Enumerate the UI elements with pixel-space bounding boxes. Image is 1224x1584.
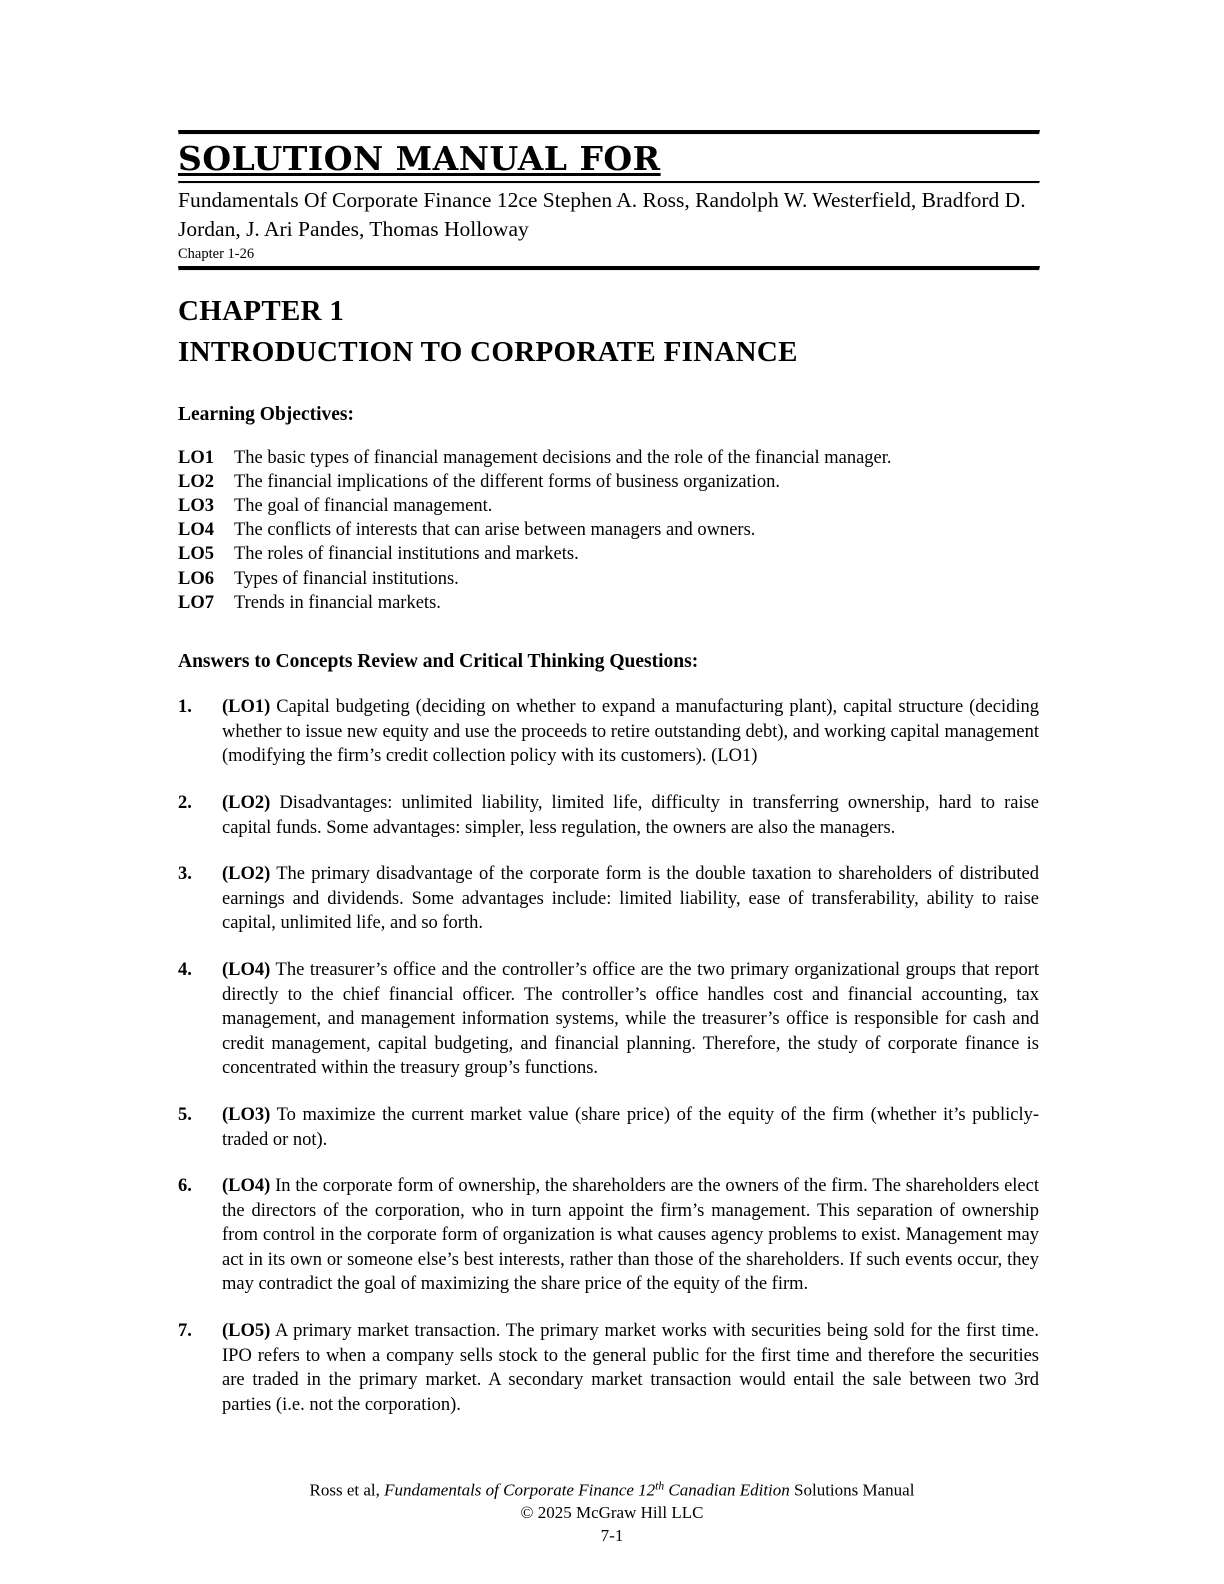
document-subtitle: Fundamentals Of Corporate Finance 12ce Stephen A. Ross, Randolph W. Westerfield, Bradford D. Jordan, J. Ari Pandes, Thomas Holloway — [178, 188, 1026, 242]
answer-lo-ref: (LO4) — [222, 959, 271, 980]
answer-item — [178, 958, 1039, 1081]
lo-tag: LO6 — [178, 568, 214, 589]
list-item — [178, 542, 1039, 566]
top-divider — [178, 130, 1040, 135]
answer-item — [178, 791, 1039, 840]
footer-page-number: 7-1 — [600, 1526, 624, 1546]
answer-item — [178, 1174, 1039, 1297]
answer-text: The treasurer’s office and the controller’s office are the two primary organizational groups that report directly to the chief financial officer. The controller’s office handles cost and financial accounting, tax management, and management information systems, while the treasurer’s office is responsible for cash and credit management, capital budgeting, and financial planning. Therefore, the study of corporate finance is concentrated within the treasury group’s functions. — [222, 959, 1039, 1079]
answer-lo-ref: (LO2) — [222, 792, 271, 813]
lo-tag: LO2 — [178, 471, 214, 492]
chapter-title: INTRODUCTION TO CORPORATE FINANCE — [178, 336, 798, 369]
chapter-range-label: Chapter 1-26 — [178, 246, 255, 263]
answer-lo-ref: (LO4) — [222, 1176, 271, 1197]
footer-book-title: Fundamentals of Corporate Finance 12 — [384, 1480, 656, 1500]
footer-suffix: Solutions Manual — [789, 1480, 915, 1500]
answer-lo-ref: (LO2) — [222, 864, 271, 885]
list-item — [178, 518, 1039, 542]
answer-item — [178, 1103, 1039, 1152]
lo-text: Trends in financial markets. — [234, 592, 441, 613]
lo-text: Types of financial institutions. — [234, 568, 459, 589]
answers-list — [178, 695, 1039, 1417]
answer-lo-ref: (LO1) — [222, 697, 271, 718]
list-item — [178, 591, 1039, 615]
header-bottom-divider — [178, 266, 1040, 271]
lo-tag: LO5 — [178, 544, 214, 565]
answer-text: Capital budgeting (deciding on whether to expand a manufacturing plant), capital structure (deciding whether to issue new equity and use the proceeds to retire outstanding debt), and working capital management (modifying the firm’s credit collection policy with its customers). (LO1) — [222, 697, 1039, 767]
answer-body — [222, 1319, 1039, 1417]
answer-number: 2. — [178, 792, 192, 813]
answer-item — [178, 862, 1039, 936]
answer-body — [222, 1174, 1039, 1297]
footer-line-1 — [0, 1478, 1224, 1502]
answer-text: A primary market transaction. The primary market works with securities being sold for the first time. IPO refers to when a company sells stock to the general public for the first time and therefore the securities are traded in the primary market. A secondary market transaction would entail the sale between two 3rd parties (i.e. not the corporation). — [222, 1321, 1039, 1415]
answer-number: 3. — [178, 864, 192, 885]
list-item — [178, 494, 1039, 518]
lo-tag: LO1 — [178, 447, 214, 468]
list-item — [178, 446, 1039, 470]
lo-text: The goal of financial management. — [234, 496, 493, 517]
list-item — [178, 470, 1039, 494]
answer-item — [178, 695, 1039, 769]
lo-tag: LO3 — [178, 496, 214, 517]
lo-text: The basic types of financial management decisions and the role of the financial manager. — [234, 447, 892, 468]
answer-number: 1. — [178, 697, 192, 718]
lo-tag: LO4 — [178, 520, 214, 541]
learning-objectives-heading: Learning Objectives: — [178, 403, 355, 425]
banner-divider — [178, 181, 1040, 184]
footer-prefix: Ross et al, — [309, 1480, 385, 1500]
learning-objectives-list — [178, 446, 1039, 616]
lo-text: The roles of financial institutions and markets. — [234, 544, 579, 565]
footer-copyright: © 2025 McGraw Hill LLC — [520, 1503, 704, 1523]
document-banner-title: SOLUTION MANUAL FOR — [178, 139, 661, 178]
lo-tag: LO7 — [178, 592, 214, 613]
answer-lo-ref: (LO5) — [222, 1321, 271, 1342]
answer-item — [178, 1319, 1039, 1417]
answer-text: The primary disadvantage of the corporate form is the double taxation to shareholders of distributed earnings and dividends. Some advantages include: limited liability, ease of transferability, ability to raise capital, unlimited life, and so forth. — [222, 864, 1039, 934]
answer-lo-ref: (LO3) — [222, 1104, 271, 1125]
answer-text: Disadvantages: unlimited liability, limited life, difficulty in transferring ownership, hard to raise capital funds. Some advantages: simpler, less regulation, the owners are also the managers. — [222, 792, 1039, 838]
footer-edition: Canadian Edition — [664, 1480, 790, 1500]
answer-text: To maximize the current market value (share price) of the equity of the firm (whether it’s publicly-traded or not). — [222, 1104, 1039, 1150]
lo-text: The financial implications of the different forms of business organization. — [234, 471, 780, 492]
answer-number: 5. — [178, 1104, 192, 1125]
answer-number: 4. — [178, 959, 192, 980]
answer-number: 7. — [178, 1321, 192, 1342]
answer-body — [222, 791, 1039, 840]
answer-body — [222, 862, 1039, 936]
lo-text: The conflicts of interests that can arise between managers and owners. — [234, 520, 756, 541]
answer-body — [222, 958, 1039, 1081]
chapter-number: CHAPTER 1 — [178, 295, 345, 328]
footer-edition-sup: th — [655, 1479, 665, 1493]
answers-heading: Answers to Concepts Review and Critical Thinking Questions: — [178, 651, 699, 673]
page-footer — [0, 1478, 1224, 1548]
answer-number: 6. — [178, 1176, 192, 1197]
answer-text: In the corporate form of ownership, the shareholders are the owners of the firm. The shareholders elect the directors of the corporation, who in turn appoint the firm’s management. This separation of ownership from control in the corporate form of organization is what causes agency problems to exist. Management may act in its own or someone else’s best interests, rather than those of the shareholders. If such events occur, they may contradict the goal of maximizing the share price of the equity of the firm. — [222, 1176, 1039, 1295]
answer-body — [222, 695, 1039, 769]
answer-body — [222, 1103, 1039, 1152]
list-item — [178, 567, 1039, 591]
